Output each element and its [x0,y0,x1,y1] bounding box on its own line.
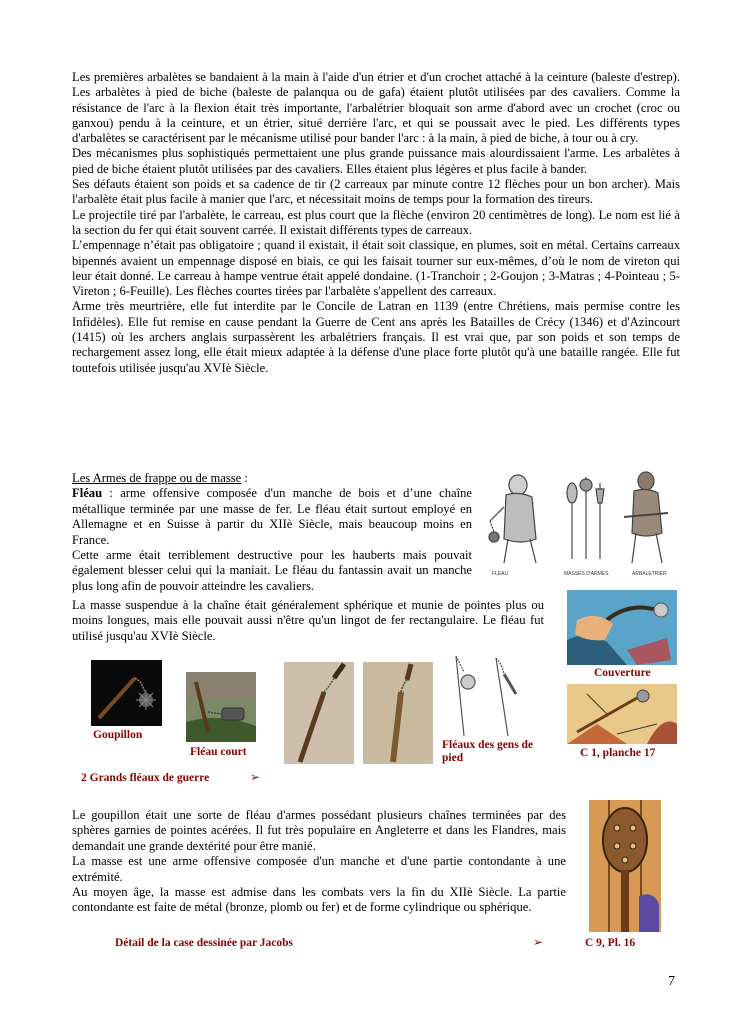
lower-paragraph-2: La masse est une arme offensive composée d'un manche et d'une partie contondante à une extrémité. [72,854,566,884]
caption-fleaux-pied: Fléaux des gens de pied [442,739,534,764]
lower-text [72,808,566,916]
arrow-icon: ➢ [250,770,261,784]
caption-grands-fleaux: 2 Grands fléaux de guerre [81,772,210,784]
label-arbaletrier: ARBALETRIER [632,571,667,577]
fleau-paragraph-1 [72,486,472,548]
intro-paragraph-5: L’empennage n’était pas obligatoire ; quand il existait, il était soit classique, en plumes, soit en métal. Certains carreaux bipennés avaient un empennage disposé en biais, ce qui les faisait tourner sur eux-mêmes, d’où le nom de vireton qui leur était donné. Le carreau à hampe ventrue était appelé dondaine. (1-Tranchoir ; 2-Goujon ; 3-Matras ; 4-Pointeau ; 5-Vireton ; 6-Feuille). Les flèches courtes tirées par l'arbalète s'appellent des carreaux. [72,238,680,299]
goupillon-image [91,660,162,726]
caption-couverture: Couverture [594,667,651,679]
intro-paragraph-3: Ses défauts étaient son poids et sa cadence de tir (2 carreaux par minute contre 12 flèches pour un bon archer). Mais l'arbalète était plus facile à manier que l'arc, et nécessitait moins de temps pour la formation des tireurs. [72,177,680,207]
label-fleau: FLEAU [492,571,509,577]
arrow-icon-2: ➢ [533,935,544,949]
lower-paragraph-3: Au moyen âge, la masse est admise dans les combats vers la fin du XIIè Siècle. La partie contondante est faite de métal (bronze, plomb ou fer) et de forme cylindrique ou sphérique. [72,885,566,915]
couverture-image [567,590,677,665]
fleau-paragraph-2: Cette arme était terriblement destructive pour les hauberts mais pouvait également blesser celui qui la maniait. Le fléau du fantassin avait un manche plus long afin de pouvoir atteindre les cavaliers. [72,548,472,593]
caption-c1: C 1, planche 17 [580,747,656,759]
c9-planche-image [589,800,661,932]
section-text-wide [72,598,544,644]
fleau-court-image [186,672,256,742]
fleau-paragraph-3: La masse suspendue à la chaîne était généralement sphérique et munie de pointes plus ou moins longues, mais elle pouvait aussi n'être qu'un lingot de fer rectangulaire. Le fléau fut utilisé jusqu'au XVIè Siècle. [72,598,544,643]
intro-paragraph-4: Le projectile tiré par l'arbalète, le carreau, est plus court que la flèche (environ 20 centimètres de long). Le nom est lié à la section du fer qui était souvent carrée. Il existait différents types de carreaux. [72,207,680,237]
caption-fleau-court: Fléau court [190,746,247,758]
caption-goupillon: Goupillon [93,729,143,741]
intro-paragraph-6: Arme très meurtrière, elle fut interdite par le Concile de Latran en 1139 (entre Chrétiens, mais permise contre les Infidèles). Elle fut remise en cause pendant la Guerre de Cent ans après les Batailles de Crécy (1346) et d'Azincourt (1415) où les archers anglais surpassèrent les arbalétriers français. Il est vrai que, par son poids et son temps de rechargement assez long, elle était mieux adaptée à la défense d'une place forte plutôt qu'à une bataille rangée. Elle fut toutefois utilisée jusqu'au XVIè Siècle. [72,299,680,375]
intro-paragraph-1: Les premières arbalètes se bandaient à la main à l'aide d'un étrier et d'un crochet attaché à la ceinture (baleste d'estrep). Les arbalètes à pied de biche (baleste de palanqua ou de gafa) étaient plutôt utilisées par des cavaliers. Comme la résistance de l'arc à la flexion était très importante, l'arbalétrier bloquait son arme d'abord avec un crochet (croc ou ganxou) pendu à la ceinture, et un étrier, situé derrière l'arc, et qui se poussait avec le pied. Les différents types d'arbalètes se caractérisent par le mécanisme utilisé pour bander l'arc : à la main, à pied de biche, à tour ou à cry. [72,70,680,146]
grand-fleau-image-2 [363,662,433,764]
section-heading-line [72,471,472,486]
page-number: 7 [668,974,675,989]
weapons-illustration [486,463,682,579]
section-text [72,471,472,594]
lower-paragraph-1: Le goupillon était une sorte de fléau d'armes possédant plusieurs chaînes terminées par des sphères garnies de pointes acérées. Il fut très populaire en Angleterre et dans les Flandres, mais demandait une grande dextérité pour être manié. [72,808,566,853]
caption-c9: C 9, Pl. 16 [585,937,636,949]
label-masses: MASSES D'ARMES [564,571,609,577]
fleau-term: Fléau [72,486,103,501]
intro-paragraph-2: Des mécanismes plus sophistiqués permettaient une plus grande puissance mais alourdissaient l'arme. Les arbalètes à pied de biche étaient plutôt utilisées par des cavaliers. Elles étaient plus légères et plus facile à bander. [72,146,680,176]
fleau-definition: : arme offensive composée d'un manche de bois et d’une chaîne métallique terminée par une masse de fer. Le fléau était surtout employé en Allemagne et en Suisse à partir du XIIè Siècle, mais beaucoup moins en France. [72,486,472,547]
fleaux-pied-illustration [446,650,530,738]
intro-text [72,70,680,376]
section-heading: Les Armes de frappe ou de masse [72,471,242,485]
c1-planche-image [567,684,677,744]
grand-fleau-image-1 [284,662,354,764]
section-heading-suffix: : [241,471,248,485]
caption-detail: Détail de la case dessinée par Jacobs [115,937,294,949]
